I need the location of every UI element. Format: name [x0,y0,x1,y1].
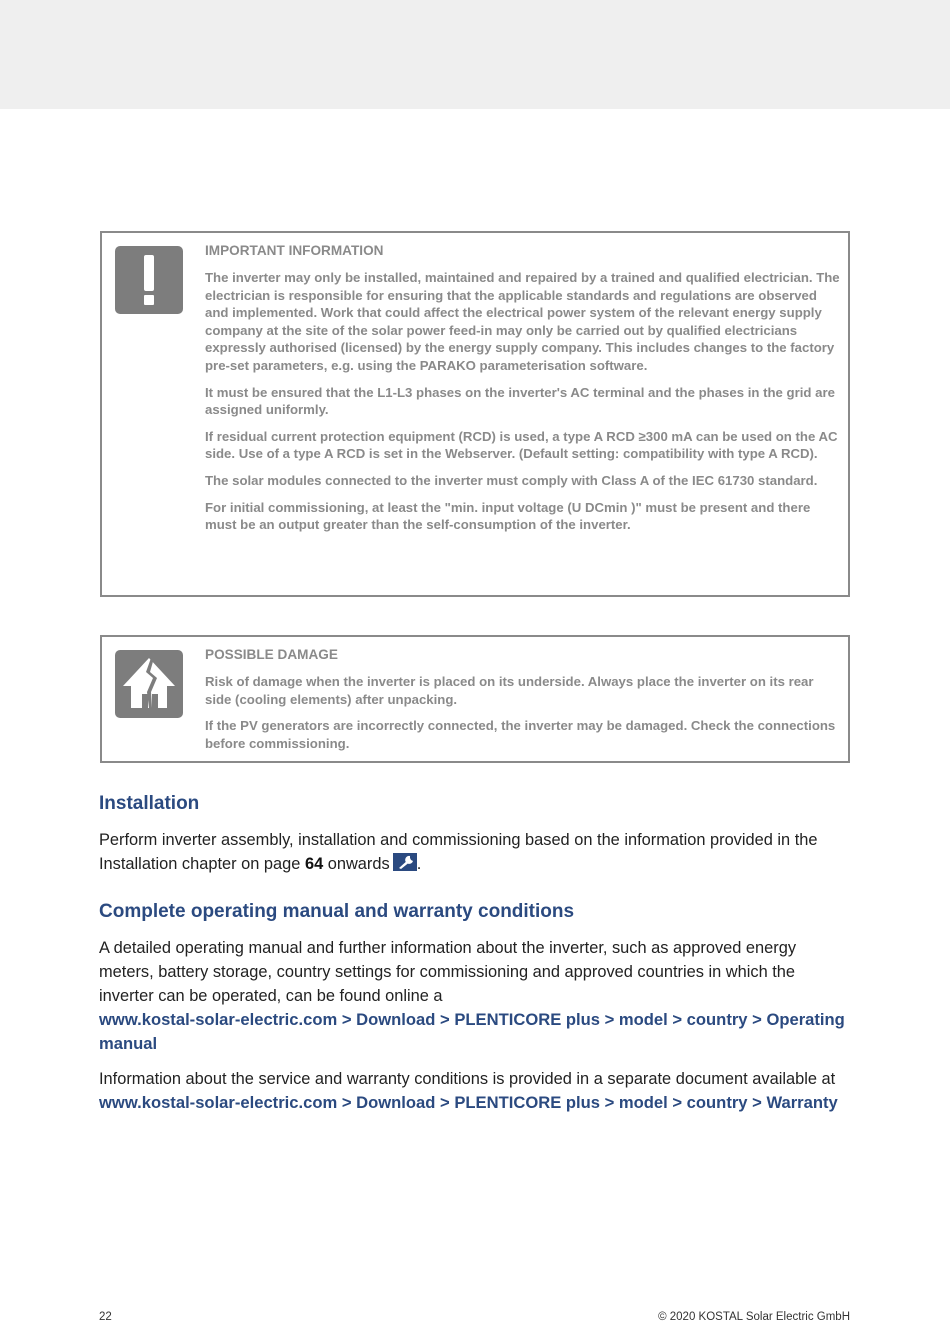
installation-section [99,792,851,876]
warranty-link[interactable]: www.kostal-solar-electric.com > Download > PLENTICORE plus > model > country > Warranty [99,1093,838,1112]
page-reference[interactable]: 64 [304,855,324,873]
notice-paragraph: If residual current protection equipment (RCD) is used, a type A RCD ≥300 mA can be used on the AC side. Use of a type A RCD is set in the Webserver. (Default setting: compatibility with type A RCD). [205,428,838,462]
header-band [0,0,950,109]
copyright: © 2020 KOSTAL Solar Electric GmbH [658,1311,850,1323]
important-information-box [100,231,850,597]
notice-paragraph: The inverter may only be installed, maintained and repaired by a trained and qualified electrician. The electrician is responsible for ensuring that the applicable standards and regulations are observed and implemented. Work that could affect the electrical power system of the relevant energy supply company at the site of the solar power feed-in may only be carried out by qualified electricians expressly authorised (licensed) by the energy supply company. This includes changes to the factory pre-set parameters, e.g. using the PARAKO parameterisation software. [205,270,840,373]
notice-title: POSSIBLE DAMAGE [205,647,338,662]
installation-heading: Installation [99,793,200,814]
installation-text-before: Perform inverter assembly, installation and commissioning based on the information provided in the Installation chapter on page [99,831,818,873]
notice-paragraph: Risk of damage when the inverter is placed on its underside. Always place the inverter on its rear side (cooling elements) after unpacking. [205,674,814,707]
wrench-icon [393,853,417,871]
warranty-paragraph: Information about the service and warranty conditions is provided in a separate document available at [99,1070,836,1088]
operating-manual-link[interactable]: www.kostal-solar-electric.com > Download > PLENTICORE plus > model > country > Operating manual [99,1010,845,1053]
notice-paragraph: It must be ensured that the L1-L3 phases on the inverter's AC terminal and the phases in the grid are assigned uniformly. [205,384,835,418]
page-number: 22 [99,1311,112,1323]
installation-text [99,828,851,876]
notice-paragraph: For initial commissioning, at least the "min. input voltage (U DCmin )" must be present and there must be an output greater than the self-consumption of the inverter. [205,499,811,533]
damaged-house-icon [115,650,183,718]
exclamation-icon [115,246,183,314]
manual-paragraph: A detailed operating manual and further information about the inverter, such as approved energy meters, battery storage, country settings for commissioning and approved countries in which the inverter can be operated, can be found online a [99,939,797,1005]
notice-paragraph: The solar modules connected to the inverter must comply with Class A of the IEC 61730 standard. [205,472,818,488]
manual-heading: Complete operating manual and warranty conditions [99,901,575,922]
manual-section [99,900,851,1115]
possible-damage-box [100,635,850,763]
notice-title: IMPORTANT INFORMATION [205,243,384,258]
notice-paragraph: If the PV generators are incorrectly connected, the inverter may be damaged. Check the connections before commissioning. [205,718,836,751]
installation-text-end: . [416,855,422,873]
installation-text-after: onwards [323,855,390,873]
